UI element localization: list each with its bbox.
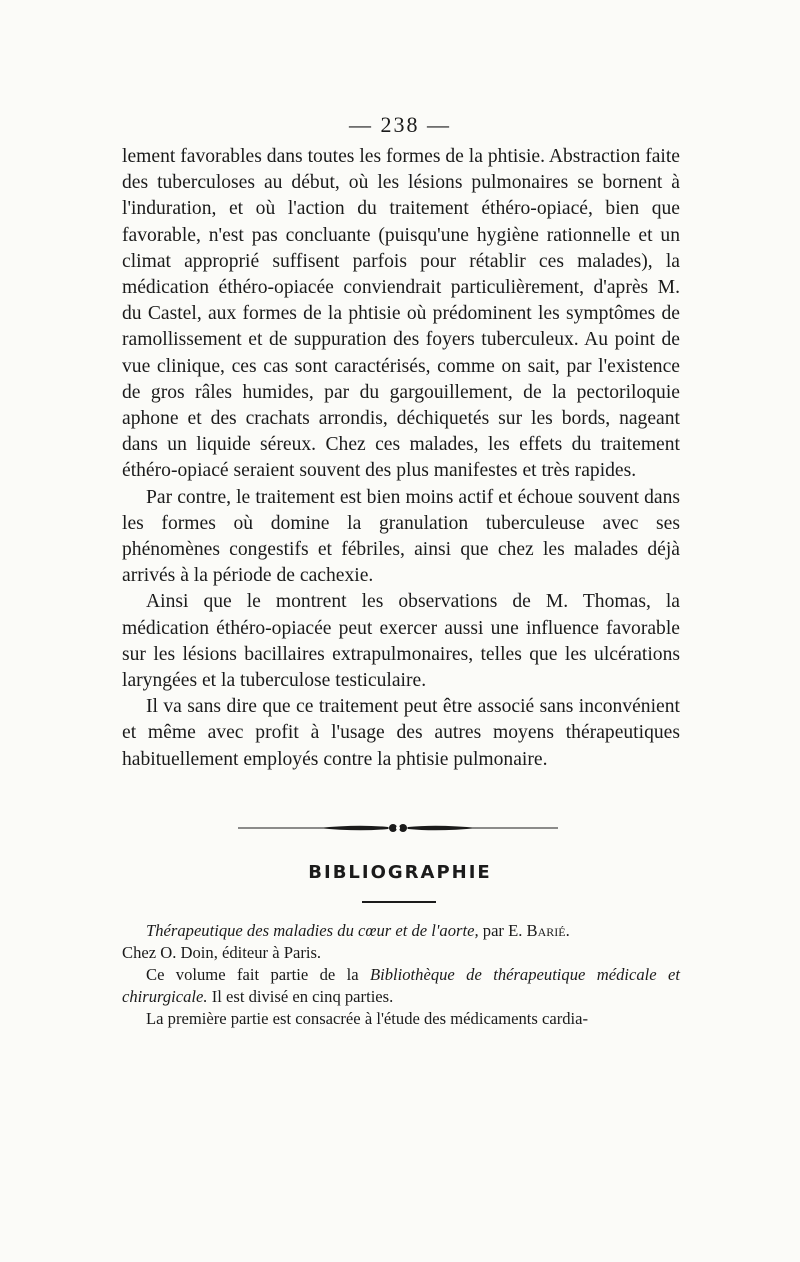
book-title: Thérapeutique des maladies du cœur et de l'aorte, (146, 921, 479, 940)
heading-rule (362, 901, 436, 903)
paragraph: Par contre, le traitement est bien moins actif et échoue souvent dans les formes où domine la granulation tuberculeuse avec ses phénomènes congestifs et fébriles, ainsi que chez les malades déjà arrivés à la période de cachexie. (122, 486, 680, 587)
ornament-divider-icon (238, 818, 558, 838)
publisher-line: Chez O. Doin, éditeur à Paris. (122, 943, 322, 962)
series-title: Bibliothèque de thérapeutique médicale et chirurgicale. (122, 965, 680, 1006)
note-suffix: Il est divisé en cinq parties. (207, 987, 394, 1006)
book-author: Barié. (526, 921, 570, 940)
paragraph: Ainsi que le montrent les observations de M. Thomas, la médication éthéro-opiacée peut exercer aussi une influence favorable sur les lésions bacillaires extrapulmonaires, telles que les ulcérations laryngées et la tuberculose testiculaire. (122, 591, 680, 692)
last-line: La première partie est consacrée à l'étude des médicaments cardia- (146, 1009, 589, 1028)
book-by: par E. (478, 921, 527, 940)
paragraph: Il va sans dire que ce traitement peut être associé sans inconvénient et même avec profit à l'usage des autres moyens thérapeutiques habituellement employés contre la phtisie pulmonaire. (122, 696, 680, 770)
main-text (122, 144, 680, 773)
bibliography-heading: BIBLIOGRAPHIE (308, 862, 492, 883)
series-note (122, 964, 680, 1008)
paragraph: lement favorables dans toutes les formes de la phtisie. Abstraction faite des tuberculoses au début, où les lésions pulmonaires se bornent à l'induration, et où l'action du traitement éthéro-opiacé, bien que favorable, n'est pas concluante (puisqu'une hygiène rationnelle et un climat approprié suffisent parfois pour rétablir ces malades), la médication éthéro-opiacée conviendrait particulièrement, d'après M. du Castel, aux formes de la phtisie où prédominent les symptômes de ramollissement et de suppuration des foyers tuberculeux. Au point de vue clinique, ces cas sont caractérisés, comme on sait, par l'existence de gros râles humides, par du gargouillement, de la pectoriloquie aphone et des crachats arrondis, déchiquetés sur les bords, nageant dans un liquide séreux. Chez ces malades, les effets du traitement éthéro-opiacé seraient souvent des plus manifestes et très rapides. (122, 146, 680, 482)
page-number: — 238 — (349, 112, 451, 137)
note-prefix: Ce volume fait partie de la (146, 965, 370, 984)
bibliography-text (122, 920, 680, 1030)
bibliography-entry (122, 920, 680, 942)
